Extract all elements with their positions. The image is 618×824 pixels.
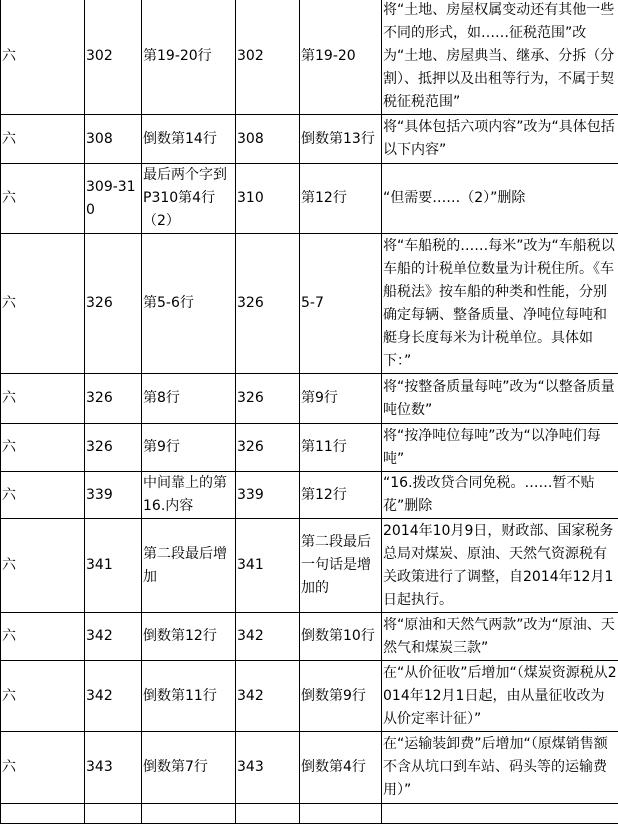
old-page-cell: 309-310 [85, 164, 142, 234]
table-row [1, 519, 618, 613]
new-line-cell: 5-7 [300, 234, 382, 374]
old-page-cell: 326 [85, 234, 142, 374]
old-line-cell: 倒数第11行 [142, 661, 236, 732]
old-line-cell: 第5-6行 [142, 234, 236, 374]
table-row [1, 115, 618, 164]
old-line-cell: 第19-20行 [142, 0, 236, 115]
new-page-cell: 308 [236, 115, 300, 164]
change-description-cell: “但需要……（2）”删除 [382, 164, 618, 234]
table-row [1, 472, 618, 519]
chapter-cell: 六 [1, 234, 85, 374]
chapter-cell: 六 [1, 613, 85, 661]
change-description-cell: 2014年10月9日，财政部、国家税务总局对煤炭、原油、天然气资源税有关政策进行了调整，自2014年12月1日起执行。 [382, 519, 618, 613]
change-description-cell: 在“运输装卸费”后增加“（原煤销售额不含从坑口到车站、码头等的运输费用）” [382, 732, 618, 804]
new-page-cell: 310 [236, 164, 300, 234]
chapter-cell: 六 [1, 472, 85, 519]
chapter-cell: 六 [1, 0, 85, 115]
table-row [1, 374, 618, 424]
chapter-cell: 六 [1, 661, 85, 732]
change-description-cell: 将“按整备质量每吨”改为“以整备质量吨位数” [382, 374, 618, 424]
new-line-cell: 第11行 [300, 424, 382, 472]
new-line-cell: 倒数第4行 [300, 732, 382, 804]
change-description-cell: 将“按净吨位每吨”改为“以净吨们每吨” [382, 424, 618, 472]
table-row [1, 424, 618, 472]
table-row [1, 732, 618, 804]
table-row [1, 0, 618, 115]
new-line-cell: 倒数第10行 [300, 613, 382, 661]
chapter-cell: 六 [1, 519, 85, 613]
old-page-cell: 326 [85, 424, 142, 472]
chapter-cell: 六 [1, 115, 85, 164]
old-line-cell: 倒数第7行 [142, 732, 236, 804]
change-description-cell: 将“具体包括六项内容”改为“具体包括以下内容” [382, 115, 618, 164]
table-row [1, 613, 618, 661]
chapter-cell: 六 [1, 374, 85, 424]
old-page-cell: 343 [85, 732, 142, 804]
new-page-cell: 341 [236, 519, 300, 613]
old-page-cell: 326 [85, 374, 142, 424]
new-line-cell: 倒数第9行 [300, 661, 382, 732]
old-line-cell: 中间靠上的第16.内容 [142, 472, 236, 519]
new-line-cell: 第19-20 [300, 0, 382, 115]
new-page-cell: 339 [236, 472, 300, 519]
old-page-cell: 342 [85, 613, 142, 661]
change-description-cell: 将“土地、房屋权属变动还有其他一些不同的形式，如……征税范围”改为“土地、房屋典当、继承、分拆（分割）、抵押以及出租等行为，不属于契税征税范围” [382, 0, 618, 115]
chapter-cell: 六 [1, 424, 85, 472]
new-page-cell: 326 [236, 374, 300, 424]
new-line-cell: 第12行 [300, 472, 382, 519]
table-row [1, 164, 618, 234]
new-page-cell: 302 [236, 0, 300, 115]
new-line-cell: 第9行 [300, 374, 382, 424]
new-page-cell: 342 [236, 613, 300, 661]
table-row [1, 661, 618, 732]
old-page-cell: 341 [85, 519, 142, 613]
change-description-cell: 将“原油和天然气两款”改为“原油、天然气和煤炭三款” [382, 613, 618, 661]
new-line-cell: 倒数第13行 [300, 115, 382, 164]
old-line-cell: 倒数第14行 [142, 115, 236, 164]
old-page-cell: 302 [85, 0, 142, 115]
old-page-cell: 339 [85, 472, 142, 519]
old-page-cell: 342 [85, 661, 142, 732]
table-row [1, 234, 618, 374]
new-page-cell: 326 [236, 424, 300, 472]
chapter-cell: 六 [1, 732, 85, 804]
new-page-cell: 326 [236, 234, 300, 374]
table-row-partial [1, 804, 618, 824]
change-description-cell: 在“从价征收”后增加“（煤炭资源税从2014年12月1日起，由从量征收改为从价定率计征）” [382, 661, 618, 732]
old-line-cell: 倒数第12行 [142, 613, 236, 661]
new-line-cell: 第二段最后一句话是增加的 [300, 519, 382, 613]
old-line-cell: 第8行 [142, 374, 236, 424]
change-description-cell: 将“车船税的……每米”改为“车船税以车船的计税单位数量为计税住所。《车船税法》按车船的种类和性能，分别确定每辆、整备质量、净吨位每吨和艇身长度每米为计税单位。具体如下：” [382, 234, 618, 374]
old-page-cell: 308 [85, 115, 142, 164]
new-page-cell: 343 [236, 732, 300, 804]
chapter-cell: 六 [1, 164, 85, 234]
new-page-cell: 342 [236, 661, 300, 732]
new-line-cell: 第12行 [300, 164, 382, 234]
old-line-cell: 第二段最后增加 [142, 519, 236, 613]
change-description-cell: “16.拨改贷合同免税。……暂不贴花”删除 [382, 472, 618, 519]
errata-table-body [1, 0, 618, 804]
old-line-cell: 最后两个字到P310第4行（2） [142, 164, 236, 234]
old-line-cell: 第9行 [142, 424, 236, 472]
